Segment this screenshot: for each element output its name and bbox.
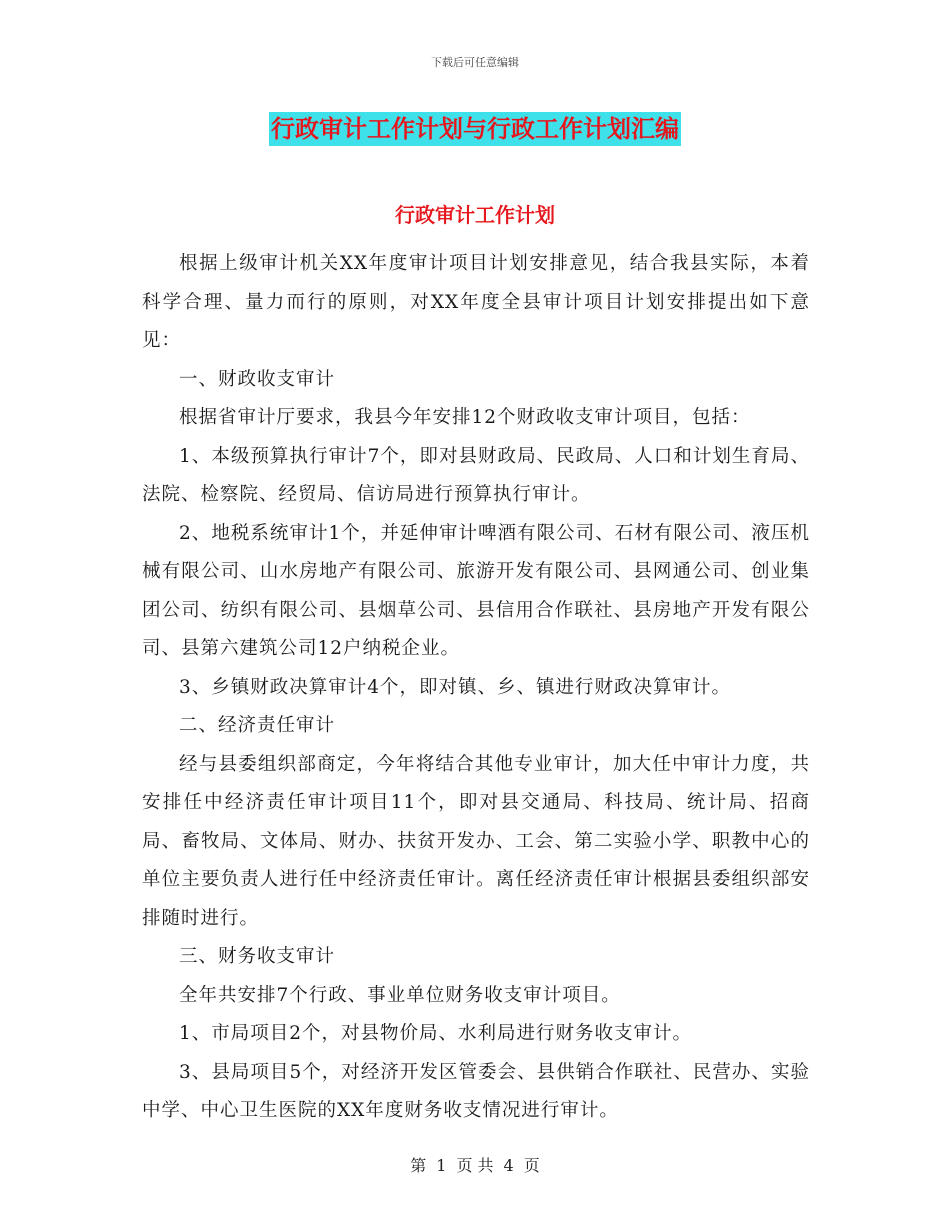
heading-financial-audit: 三、财务收支审计	[179, 946, 336, 967]
sub-title: 行政审计工作计划	[395, 203, 555, 227]
paragraph-intro: 根据上级审计机关XX年度审计项目计划安排意见，结合我县实际，本着科学合理、量力而行的原则，对XX年度全县审计项目计划安排提出如下意见：	[142, 253, 810, 351]
page-suffix: 页	[523, 1156, 540, 1175]
heading-economic-responsibility: 二、经济责任审计	[179, 715, 336, 736]
paragraph-tax-audit: 2、地税系统审计1个，并延伸审计啤酒有限公司、石材有限公司、液压机械有限公司、山水房地产有限公司、旅游开发有限公司、县网通公司、创业集团公司、纺织有限公司、县烟草公司、县信用合作联社、县房地产开发有限公司、县第六建筑公司12户纳税企业。	[142, 522, 810, 659]
page-middle: 页 共	[456, 1156, 494, 1175]
paragraph-fiscal-intro: 根据省审计厅要求，我县今年安排12个财政收支审计项目，包括：	[179, 407, 751, 428]
heading-fiscal-audit: 一、财政收支审计	[179, 368, 336, 390]
page-prefix: 第	[410, 1156, 427, 1175]
paragraph-budget-audit: 1、本级预算执行审计7个，即对县财政局、民政局、人口和计划生育局、法院、检察院、经贸局、信访局进行预算执行审计。	[142, 445, 810, 505]
main-title-wrap	[0, 112, 950, 146]
page-total: 4	[503, 1156, 514, 1175]
paragraph-economic-responsibility: 经与县委组织部商定，今年将结合其他专业审计，加大任中审计力度，共安排任中经济责任审计项目11个，即对县交通局、科技局、统计局、招商局、畜牧局、文体局、财办、扶贫开发办、工会、第二实验小学、职教中心的单位主要负责人进行任中经济责任审计。离任经济责任审计根据县委组织部安排随时进行。	[142, 753, 810, 929]
page-footer	[0, 1153, 950, 1176]
paragraph-financial-intro: 全年共安排7个行政、事业单位财务收支审计项目。	[179, 984, 621, 1006]
paragraph-township-audit: 3、乡镇财政决算审计4个，即对镇、乡、镇进行财政决算审计。	[179, 676, 732, 698]
paragraph-city-projects: 1、市局项目2个，对县物价局、水利局进行财务收支审计。	[179, 1023, 693, 1044]
main-title: 行政审计工作计划与行政工作计划汇编	[269, 112, 681, 146]
paragraph-county-projects: 3、县局项目5个，对经济开发区管委会、县供销合作联社、民营办、实验中学、中心卫生医院的XX年度财务收支情况进行审计。	[142, 1061, 810, 1121]
header-note: 下载后可任意编辑	[431, 56, 519, 69]
page-number: 1	[436, 1156, 447, 1175]
document-body	[142, 245, 810, 1131]
